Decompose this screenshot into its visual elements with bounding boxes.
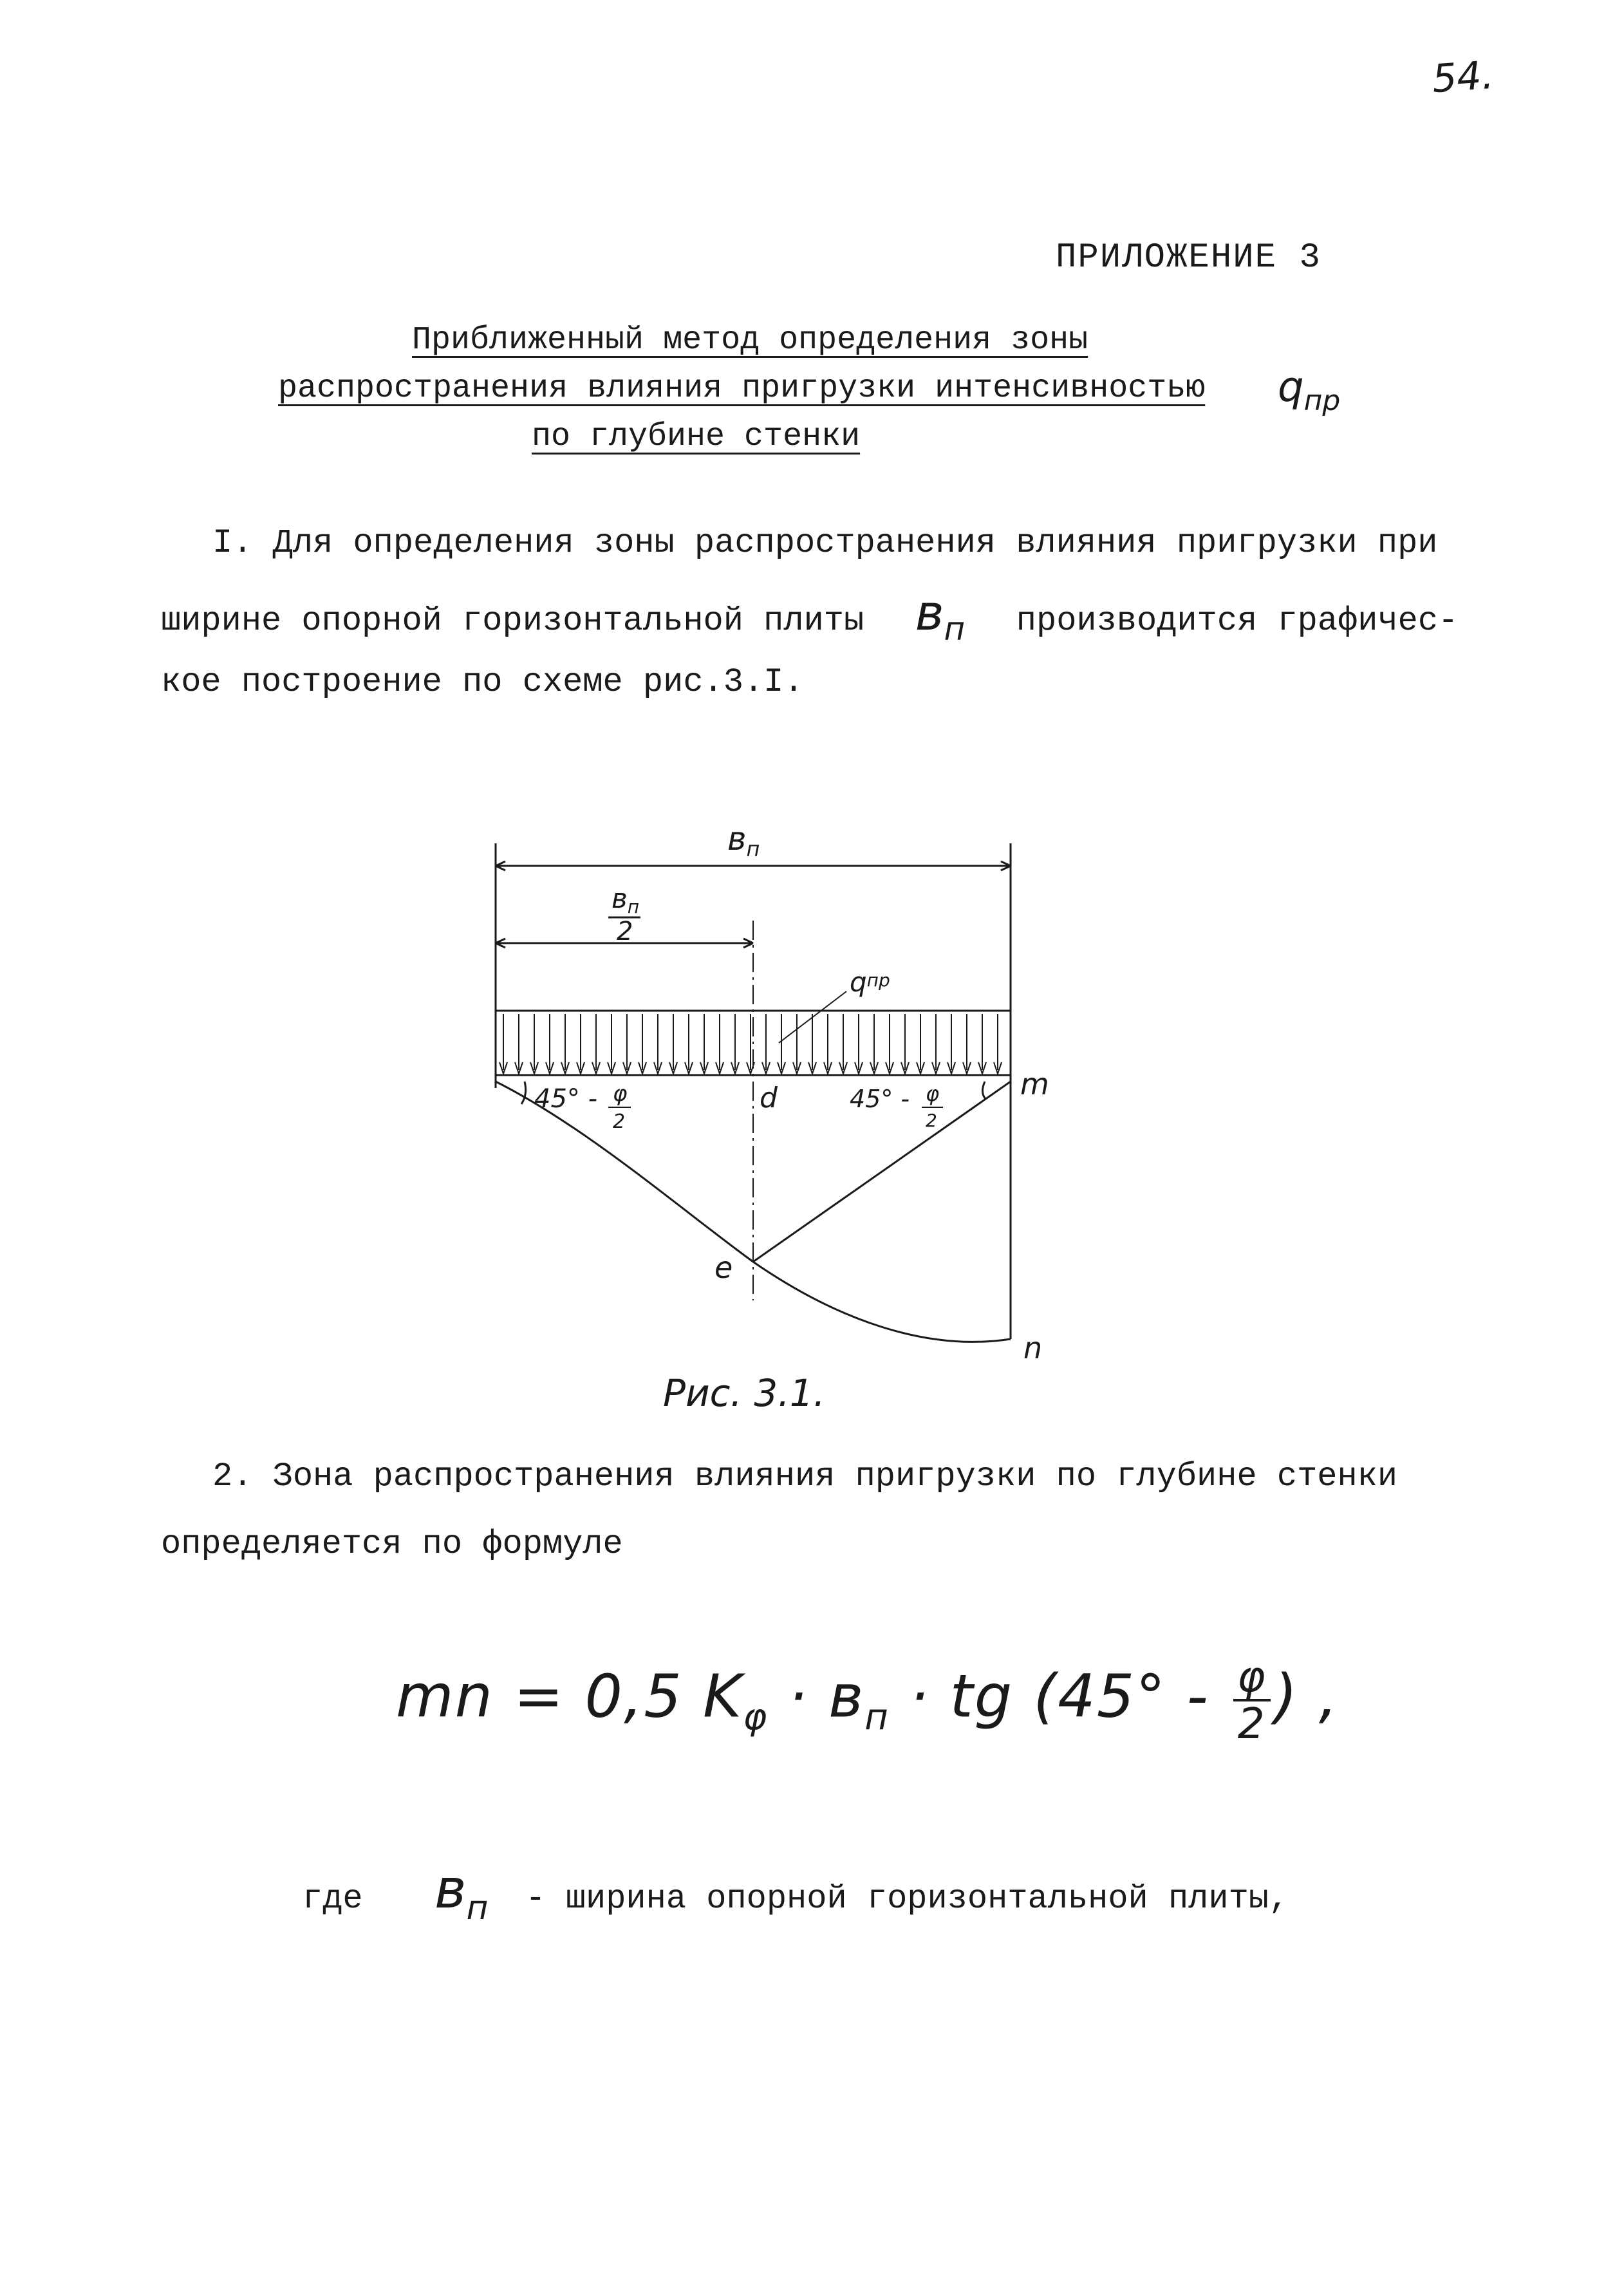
label-angle-left: 45° - (534, 1084, 598, 1114)
where-line (303, 1854, 1289, 1943)
page-number: 54. (1430, 52, 1495, 102)
label-angle-left-num: φ (613, 1081, 628, 1107)
formula-lhs: mn = 0,5 K (396, 1662, 743, 1731)
paragraph-2-line-2: определяется по формуле (161, 1525, 623, 1563)
label-angle-right-den: 2 (926, 1110, 937, 1131)
label-d: d (760, 1082, 778, 1114)
paragraph-1-line-1: I. Для определения зоны распространения влияния пригрузки при (212, 524, 1438, 562)
figure-3-1 (476, 818, 1120, 1371)
paragraph-1-symbol-sub: п (944, 610, 966, 648)
label-n: n (1023, 1331, 1043, 1365)
label-angle-right: 45° - (850, 1085, 910, 1113)
figure-caption: Рис. 3.1. (663, 1371, 826, 1415)
where-text: - ширина опорной горизонтальной плиты, (525, 1880, 1289, 1918)
title-symbol-sub: пр (1303, 384, 1341, 417)
formula-b-sub: п (864, 1696, 890, 1739)
label-m: m (1020, 1067, 1049, 1101)
title-line-3: по глубине стенки (532, 418, 861, 455)
label-half-num: вп (611, 883, 640, 917)
appendix-heading: ПРИЛОЖЕНИЕ 3 (1056, 238, 1321, 277)
angle-arc-left (521, 1082, 526, 1104)
where-symbol (383, 1857, 505, 1927)
title-line-2: распространения влияния пригрузки интенсивностью (278, 370, 1206, 407)
label-load: qпр (850, 966, 890, 998)
formula-mid: · в (768, 1662, 865, 1731)
where-symbol-b: в (434, 1857, 467, 1920)
where-prefix: где (303, 1880, 363, 1918)
paragraph-1-line-3: кое построение по схеме рис.3.I. (161, 663, 804, 701)
paragraph-1-text-b: производится графичес- (1016, 602, 1459, 640)
formula-frac-num: φ (1233, 1654, 1271, 1701)
paragraph-2-line-1: 2. Зона распространения влияния пригрузки по глубине стенки (212, 1457, 1398, 1495)
paragraph-1-symbol-b: в (915, 584, 944, 641)
label-width: $в_п$ (727, 820, 760, 861)
formula-tg: · tg (45° - (889, 1662, 1209, 1731)
load-arrows (499, 1014, 1002, 1074)
label-angle-right-num: φ (926, 1082, 940, 1106)
formula (396, 1654, 1339, 1747)
title-symbol-q: q (1278, 364, 1304, 411)
label-half-den: 2 (617, 917, 633, 946)
where-symbol-sub: п (466, 1888, 489, 1927)
label-e: e (714, 1250, 733, 1285)
label-angle-left-den: 2 (613, 1110, 626, 1133)
angle-arc-right (982, 1082, 986, 1100)
formula-k-sub: φ (743, 1696, 769, 1739)
title-symbol (1278, 364, 1340, 417)
formula-frac-den: 2 (1237, 1699, 1266, 1749)
title-line-1: Приближенный метод определения зоны (412, 322, 1088, 359)
formula-tail: ) , (1274, 1662, 1339, 1731)
formula-fraction (1233, 1654, 1271, 1747)
paragraph-1-symbol (884, 584, 996, 648)
paragraph-1-text-a: ширине опорной горизонтальной плиты (161, 602, 864, 640)
